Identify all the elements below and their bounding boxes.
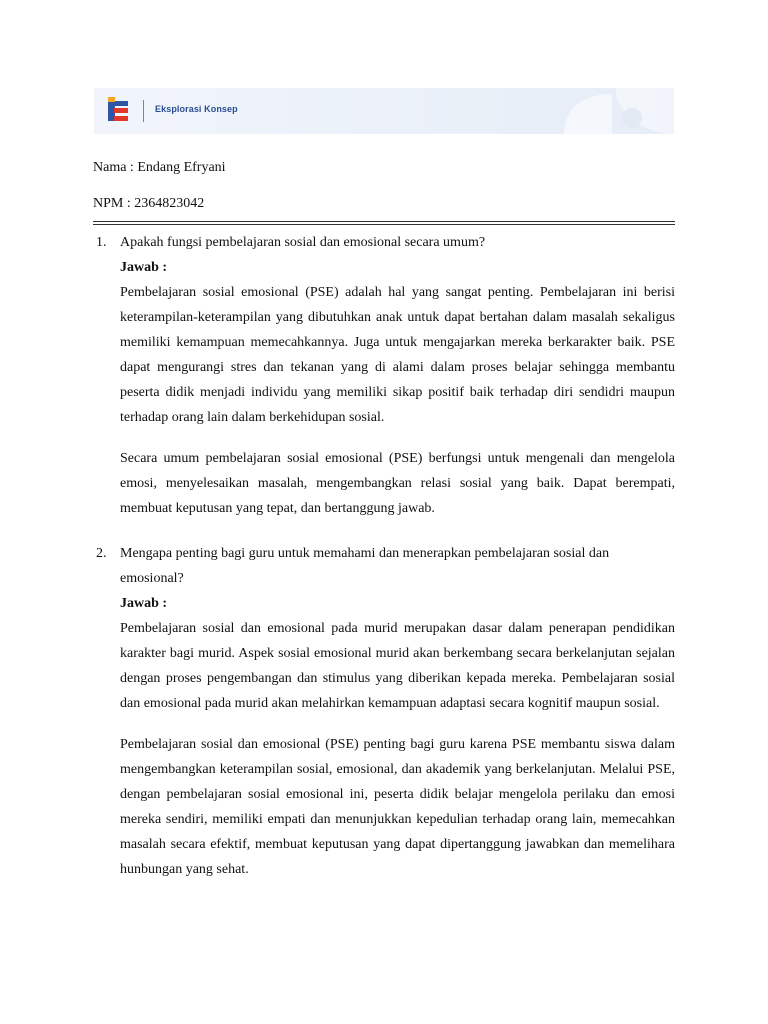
double-rule-top: [93, 221, 675, 222]
header-banner: [94, 88, 674, 134]
answer-paragraph: Pembelajaran sosial emosional (PSE) adalah hal yang sangat penting. Pembelajaran ini berisi keterampilan-keterampilan yang dibutuhkan anak untuk dapat bertahan dalam masalah sekaligus memiliki kemampuan memecahkannya. Juga untuk mengajarkan mereka berkarakter baik. PSE dapat mengurangi stres dan tekanan yang di alami dalam proses belajar sehingga membantu peserta didik menjadi individu yang memiliki sikap positif baik terhadap diri sendidri maupun terhadap orang lain dalam berkehidupan sosial.: [120, 285, 675, 425]
double-rule-bottom: [93, 224, 675, 225]
student-name: Nama : Endang Efryani: [93, 160, 226, 175]
question-block: [120, 541, 675, 882]
question-block: [120, 230, 675, 521]
question-number: 2.: [96, 546, 107, 561]
answer-paragraph: Pembelajaran sosial dan emosional (PSE) penting bagi guru karena PSE membantu siswa dalam mengembangkan keterampilan sosial, emosional, dan akademik yang berkelanjutan. Melalui PSE, dengan pembelajaran sosial emosional ini, peserta didik belajar mengelola perilaku dan emosi mereka sendiri, memiliki empati dan menunjukkan kepedulian terhadap orang lain, memecahkan masalah secara efektif, membuat keputusan yang dapat dipertanggung jawabkan dan memelihara hunbungan yang sehat.: [120, 737, 675, 877]
answer-paragraph: Secara umum pembelajaran sosial emosional (PSE) berfungsi untuk mengenali dan mengelola emosi, menyelesaikan masalah, mengembangkan relasi sosial yang baik. Dapat berempati, membuat keputusan yang tepat, dan bertanggung jawab.: [120, 451, 675, 516]
answer-label: Jawab :: [120, 260, 168, 275]
question-text: Apakah fungsi pembelajaran sosial dan emosional secara umum?: [120, 235, 486, 250]
answer-label: Jawab :: [120, 596, 168, 611]
student-npm: NPM : 2364823042: [93, 196, 205, 211]
question-number: 1.: [96, 235, 107, 250]
e-letter-logo-icon: [108, 97, 132, 125]
question-text: Mengapa penting bagi guru untuk memahami dan menerapkan pembelajaran sosial dan emosional?: [120, 546, 610, 586]
answer-paragraph: Pembelajaran sosial dan emosional pada murid merupakan dasar dalam penerapan pendidikan karakter bagi murid. Aspek sosial emosional murid akan berkembang secara berkelanjutan sejalan dengan proses pengembangan dan stimulus yang diberikan kepada mereka. Pembelajaran sosial dan emosional pada murid akan melahirkan kemampuan adaptasi secara kognitif maupun sosial.: [120, 621, 675, 711]
banner-decoration: [554, 88, 674, 134]
banner-title: Eksplorasi Konsep: [155, 104, 238, 114]
banner-divider: [143, 100, 144, 122]
